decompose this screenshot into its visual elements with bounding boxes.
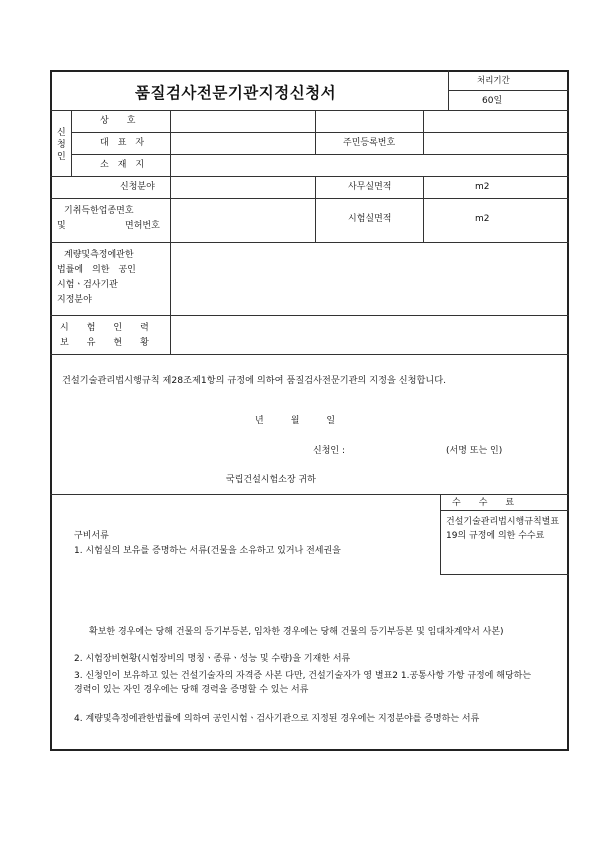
row-line-3	[50, 176, 569, 177]
period-divider	[448, 90, 569, 91]
office-area-unit: m2	[475, 182, 490, 192]
declaration-date: 년 월 일	[255, 416, 336, 426]
address-label: 소 재 지	[100, 160, 145, 170]
designation-label-1: 계량및측정에관한	[64, 250, 134, 260]
area-col-left	[315, 176, 316, 242]
row-line-8	[50, 494, 569, 495]
document-item-1a: 1. 시험실의 보유를 증명하는 서류(건물을 소유하고 있거나 전세권을	[74, 546, 341, 556]
fee-body: 건설기술관리법시행규칙별표19의 규정에 의한 수수료	[446, 517, 560, 541]
fee-box-bottom	[440, 574, 569, 575]
designation-label-3: 시험ㆍ검사기관	[57, 280, 118, 290]
row-line-4	[50, 198, 569, 199]
title-bottom-line	[50, 110, 569, 111]
lab-area-label: 시험실면적	[348, 214, 392, 224]
test-personnel-label-1: 시 험 인 력	[60, 323, 149, 333]
resident-no-label: 주민등록번호	[343, 138, 396, 148]
license-label-line2: 면허번호	[125, 221, 160, 231]
document-item-3: 3. 신청인이 보유하고 있는 건설기술자의 자격증 사본 다만, 건설기술자가 영 별표2 1.공통사항 가항 규정에 해당하는 경력이 있는 자인 경우에는 당해 경력을 증명할 수 있는 서류	[74, 671, 532, 695]
representative-label: 대 표 자	[100, 138, 145, 148]
trade-name-label: 상 호	[100, 116, 136, 126]
label-column-divider	[170, 110, 171, 354]
applicant-sign-label: 신청인 :	[313, 446, 345, 456]
applicant-label-3: 인	[57, 152, 66, 162]
area-col-right	[423, 176, 424, 242]
row-line-6	[50, 315, 569, 316]
designation-label-4: 지정분야	[57, 295, 92, 305]
document-item-1b: 확보한 경우에는 당해 건물의 등기부등본, 임차한 경우에는 당해 건물의 등기부등본 및 임대차계약서 사본)	[89, 627, 504, 637]
form-title: 품질검사전문기관지정신청서	[135, 84, 337, 102]
document-item-2: 2. 시험장비현황(시험장비의 명칭ㆍ종류ㆍ성능 및 수량)을 기재한 서류	[74, 654, 351, 664]
application-area-label: 신청분야	[120, 182, 155, 192]
row-line-5	[50, 242, 569, 243]
license-label-line1: 기취득한업종면호	[64, 206, 134, 216]
license-label-and: 및	[57, 221, 66, 231]
fee-header-line	[440, 510, 569, 511]
applicant-label-2: 청	[57, 140, 66, 150]
fee-header: 수 수 료	[452, 498, 515, 508]
processing-period-label: 처리기간	[477, 76, 510, 86]
fee-box-left	[440, 494, 441, 574]
row-line-1	[71, 132, 569, 133]
row-line-7	[50, 354, 569, 355]
document-item-4: 4. 계량및측정에관한법률에 의하여 공인시험ㆍ검사기관으로 지정된 경우에는 지정분야를 증명하는 서류	[74, 714, 480, 724]
applicant-group-divider	[71, 110, 72, 176]
sign-note: (서명 또는 인)	[446, 446, 503, 456]
office-area-label: 사무실면적	[348, 182, 392, 192]
lab-area-unit: m2	[475, 214, 490, 224]
addressee: 국립건설시험소장 귀하	[226, 475, 316, 485]
designation-label-2: 법률에 의한 공인	[57, 265, 136, 275]
processing-period-value: 60일	[482, 96, 503, 106]
form-frame	[50, 70, 569, 751]
row-line-2	[71, 154, 569, 155]
documents-heading: 구비서류	[74, 531, 109, 541]
applicant-label-1: 신	[57, 128, 66, 138]
test-personnel-label-2: 보 유 현 황	[60, 338, 149, 348]
declaration-text: 건설기술관리법시행규칙 제28조제1항의 규정에 의하여 품질검사전문기관의 지정을 신청합니다.	[62, 375, 447, 386]
